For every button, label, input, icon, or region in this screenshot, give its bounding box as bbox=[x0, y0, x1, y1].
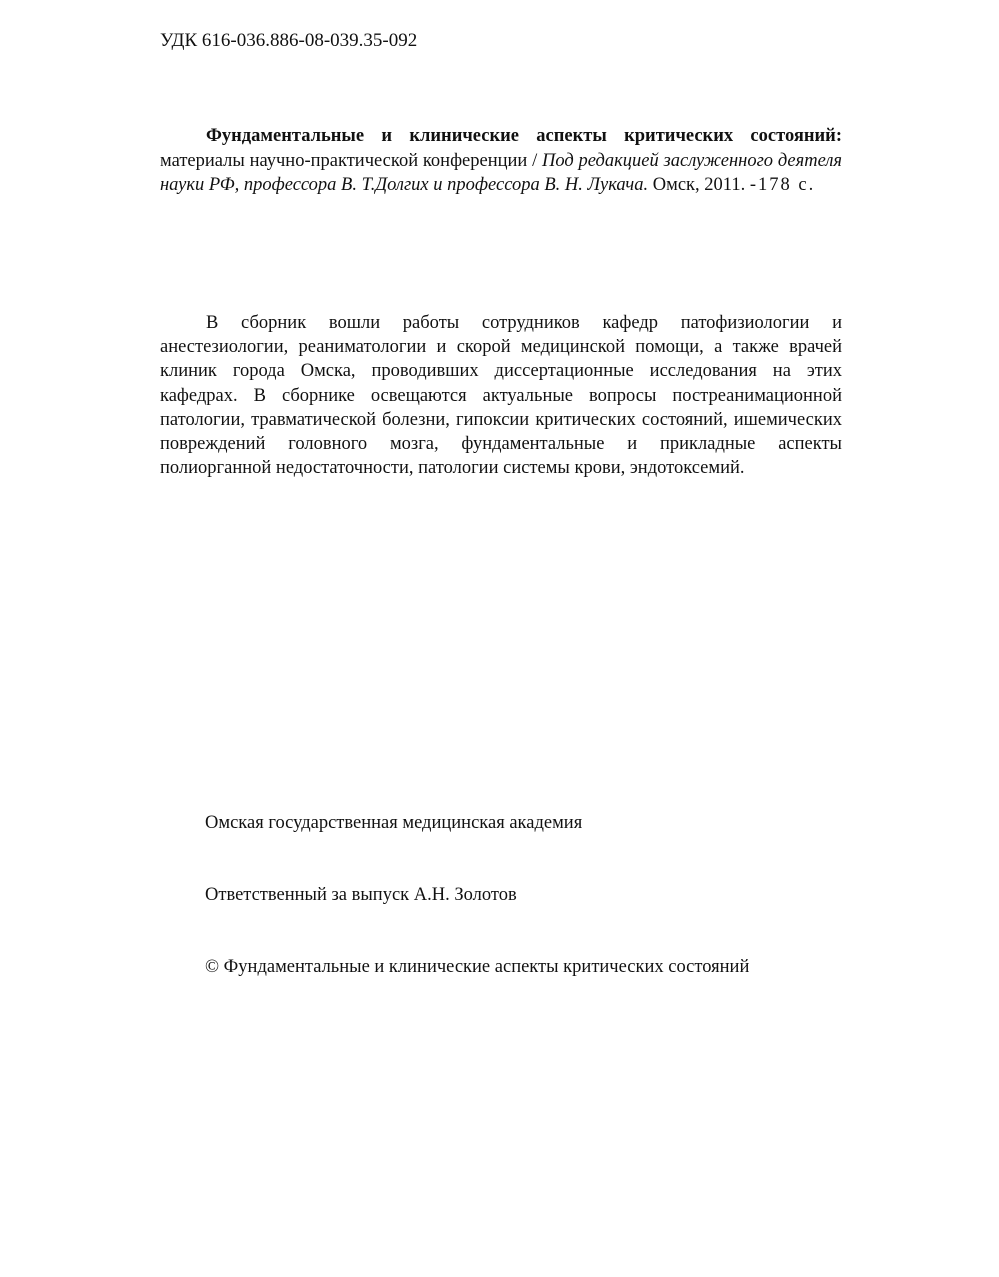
citation-place-year: Омск, 2011. bbox=[648, 175, 750, 195]
bibliographic-citation bbox=[160, 124, 842, 198]
publisher-name: Омская государственная медицинская академия bbox=[205, 813, 583, 833]
udk-code: УДК 616-036.886-08-039.35-092 bbox=[160, 30, 418, 51]
citation-editors: Под редакцией заслуженного деятеля науки РФ, профессора В. Т.Долгих и профессора В. Н. Лукача. bbox=[160, 150, 842, 195]
citation-title: Фундаментальные и клинические аспекты критических состояний: bbox=[206, 126, 842, 146]
copyright-notice: © Фундаментальные и клинические аспекты критических состояний bbox=[205, 957, 750, 977]
citation-pages: -178 с. bbox=[749, 175, 816, 195]
responsible-editor: Ответственный за выпуск А.Н. Золотов bbox=[205, 885, 517, 905]
abstract-paragraph: В сборник вошли работы сотрудников кафедр патофизиологии и анестезиологии, реаниматологии и скорой медицинской помощи, а также врачей клиник города Омска, проводивших диссертационные исследования на этих кафедрах. В сборнике освещаются актуальные вопросы постреанимационной патологии, травматической болезни, гипоксии критических состояний, ишемических повреждений головного мозга, фундаментальные и прикладные аспекты полиорганной недостаточности, патологии системы крови, эндотоксемий. bbox=[160, 313, 842, 479]
citation-subtitle: материалы научно-практической конференции / bbox=[160, 150, 543, 171]
